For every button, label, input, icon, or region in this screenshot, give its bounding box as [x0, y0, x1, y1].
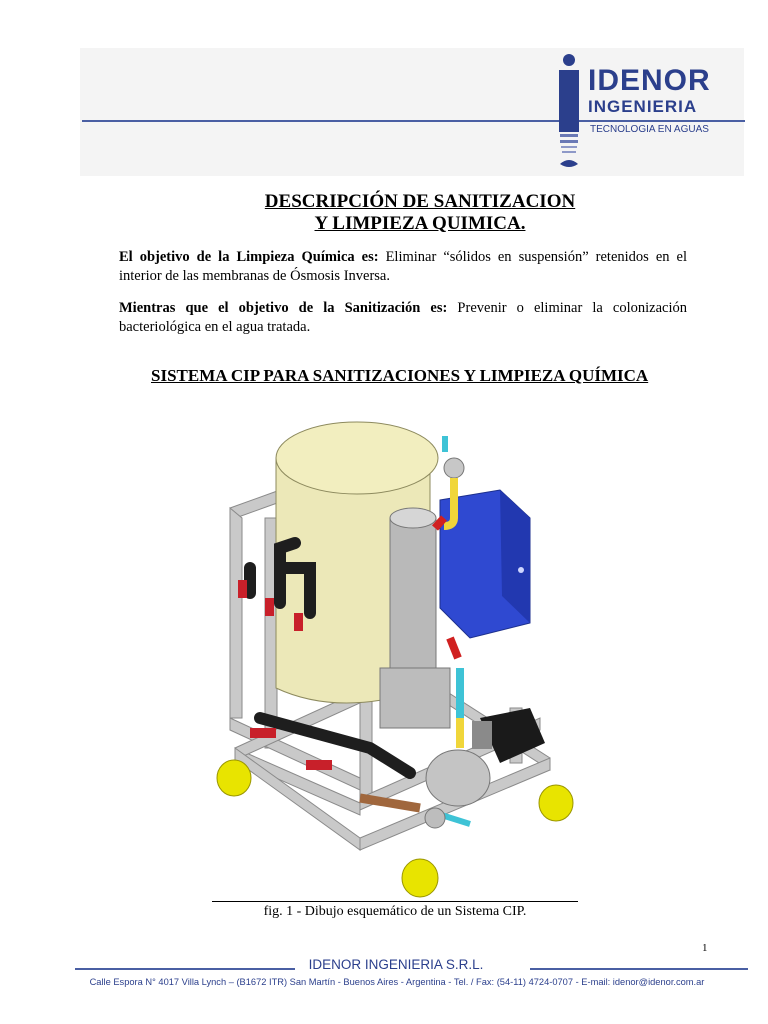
- page-number: 1: [702, 942, 708, 954]
- paragraph-cleaning-label: El objetivo de la Limpieza Química es:: [119, 249, 379, 265]
- section-heading: SISTEMA CIP PARA SANITIZACIONES Y LIMPIEZA QUÍMICA: [151, 366, 649, 385]
- paragraph-cleaning-text: Eliminar “sólidos en suspensión” retenidos en el interior de las membranas de Ósmosis Inversa.: [119, 249, 687, 284]
- document-title-line1: DESCRIPCIÓN DE SANITIZACION: [264, 191, 576, 212]
- paragraph-sanitization-objective: [119, 299, 687, 337]
- logo-subtitle: INGENIERIA: [588, 97, 698, 116]
- footer-address: Calle Espora N° 4017 Villa Lynch – (B1672 ITR) San Martín - Buenos Aires - Argentina - Tel. / Fax: (54-11) 4724-0707 - E-mail: idenor@idenor.com.ar: [89, 977, 705, 987]
- paragraph-cleaning-objective: [119, 248, 687, 286]
- figure-caption: fig. 1 - Dibujo esquemático de un Sistema CIP.: [263, 904, 527, 919]
- logo-tagline: TECNOLOGIA EN AGUAS: [590, 124, 709, 135]
- paragraph-sanitization-label: Mientras que el objetivo de la Sanitización es:: [119, 300, 448, 316]
- footer-company: IDENOR INGENIERIA S.R.L.: [308, 957, 484, 972]
- document-title-line2: Y LIMPIEZA QUIMICA.: [314, 213, 526, 234]
- logo-name: IDENOR: [588, 64, 711, 97]
- cip-system-drawing: [210, 418, 580, 900]
- paragraph-sanitization-text: Prevenir o eliminar la colonización bacteriológica en el agua tratada.: [119, 300, 687, 335]
- caption-rule: [212, 901, 578, 902]
